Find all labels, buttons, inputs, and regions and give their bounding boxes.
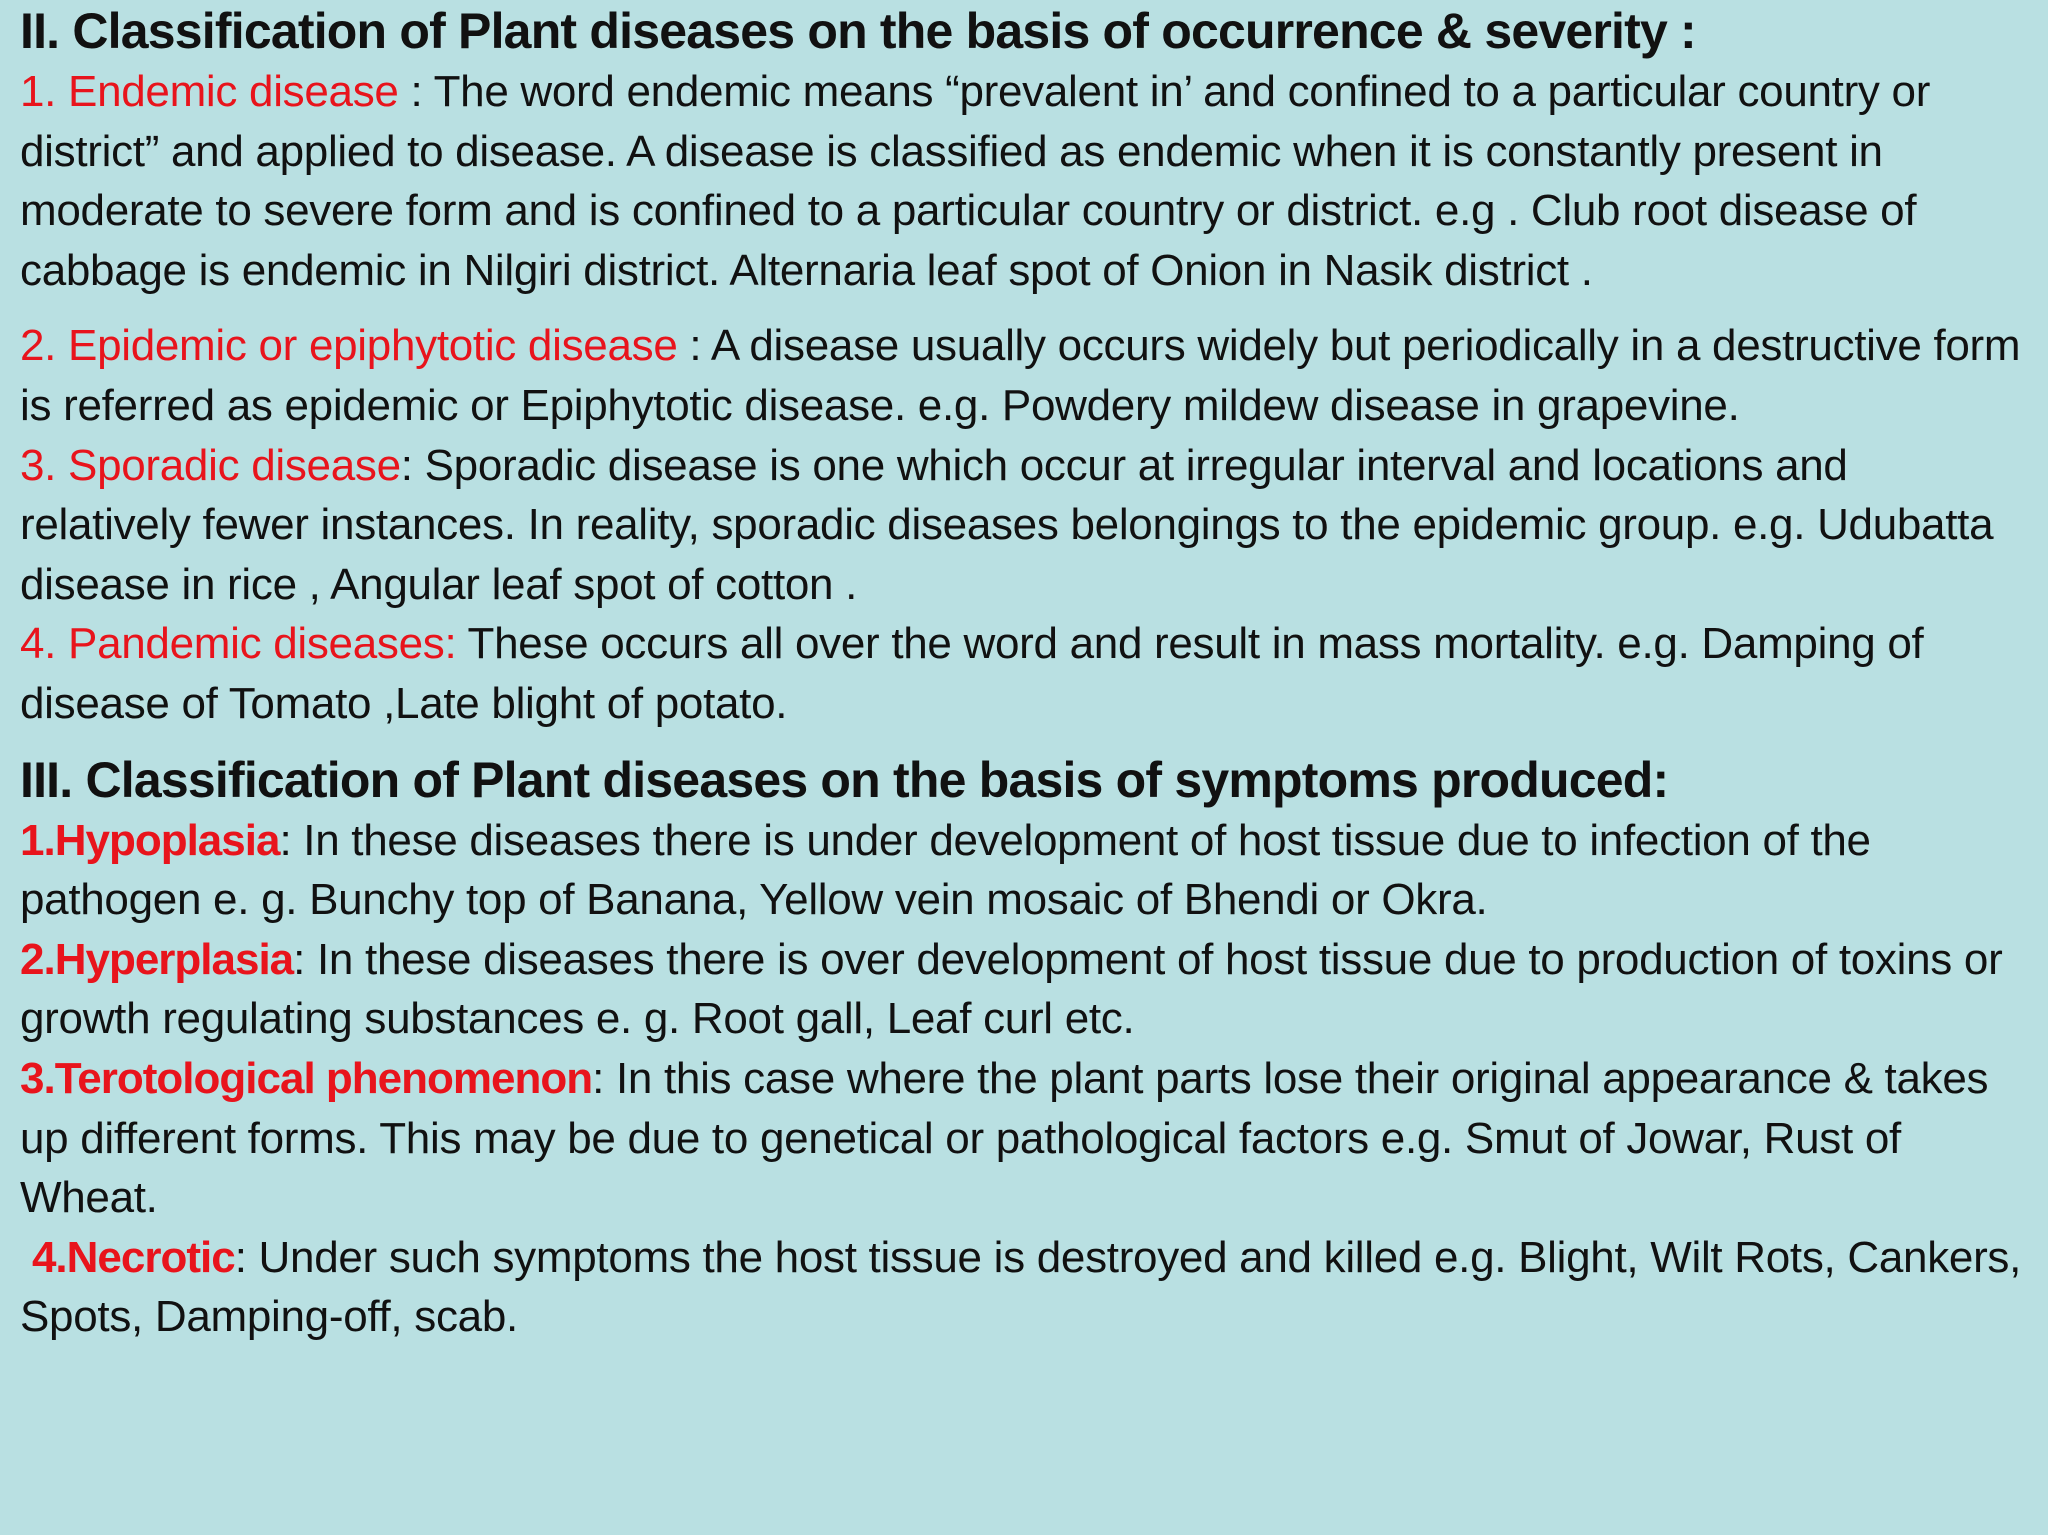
section-2-heading: II. Classification of Plant diseases on the basis of occurrence & severity : bbox=[20, 3, 1696, 59]
hyperplasia-text: : In these diseases there is over development of host tissue due to production of toxins or growth regulating substances e. g. Root gall, Leaf curl etc. bbox=[20, 934, 2003, 1044]
hyperplasia-term: 2.Hyperplasia bbox=[20, 934, 294, 984]
endemic-paragraph bbox=[20, 62, 2028, 300]
pandemic-paragraph bbox=[20, 614, 2028, 733]
terotological-paragraph bbox=[20, 1049, 2028, 1228]
sporadic-text: : Sporadic disease is one which occur at irregular interval and locations and relatively fewer instances. In reality, sporadic diseases belongings to the epidemic group. e.g. Udubatta disease in rice , Angular leaf spot of cotton . bbox=[20, 440, 1994, 609]
hypoplasia-paragraph bbox=[20, 811, 2028, 930]
hypoplasia-term: 1.Hypoplasia bbox=[20, 815, 280, 865]
section-3-heading: III. Classification of Plant diseases on the basis of symptoms produced: bbox=[20, 751, 1669, 808]
epidemic-text: : A disease usually occurs widely but periodically in a destructive form is referred as epidemic or Epiphytotic disease. e.g. Powdery mildew disease in grapevine. bbox=[20, 321, 2021, 430]
pandemic-text: These occurs all over the word and result in mass mortality. e.g. Damping of disease of Tomato ,Late blight of potato. bbox=[20, 619, 1924, 728]
epidemic-term: 2. Epidemic or epiphytotic disease bbox=[20, 321, 678, 371]
hypoplasia-text: : In these diseases there is under development of host tissue due to infection of the pathogen e. g. Bunchy top of Banana, Yellow vein mosaic of Bhendi or Okra. bbox=[20, 815, 1871, 925]
sporadic-paragraph bbox=[20, 436, 2028, 615]
necrotic-paragraph bbox=[20, 1228, 2028, 1347]
epidemic-paragraph bbox=[20, 316, 2028, 435]
pandemic-term: 4. Pandemic diseases: bbox=[20, 619, 457, 669]
hyperplasia-paragraph bbox=[20, 930, 2028, 1049]
necrotic-text: : Under such symptoms the host tissue is destroyed and killed e.g. Blight, Wilt Rots, Cankers, Spots, Damping-off, scab. bbox=[20, 1232, 2022, 1342]
terotological-text: : In this case where the plant parts lose their original appearance & takes up different forms. This may be due to genetical or pathological factors e.g. Smut of Jowar, Rust of Wheat. bbox=[20, 1053, 1989, 1223]
endemic-term: 1. Endemic disease bbox=[20, 67, 399, 116]
endemic-text: : The word endemic means “prevalent in’ and confined to a particular country or district” and applied to disease. A disease is classified as endemic when it is constantly present in moderate to severe form and is confined to a particular country or district. e.g . Club root disease of cabbage is endemic in Nilgiri district. Alternaria leaf spot of Onion in Nasik district . bbox=[20, 67, 1931, 295]
necrotic-term: 4.Necrotic bbox=[31, 1232, 235, 1282]
terotological-term: 3.Terotological phenomenon bbox=[20, 1053, 593, 1103]
sporadic-term: 3. Sporadic disease bbox=[20, 440, 401, 490]
